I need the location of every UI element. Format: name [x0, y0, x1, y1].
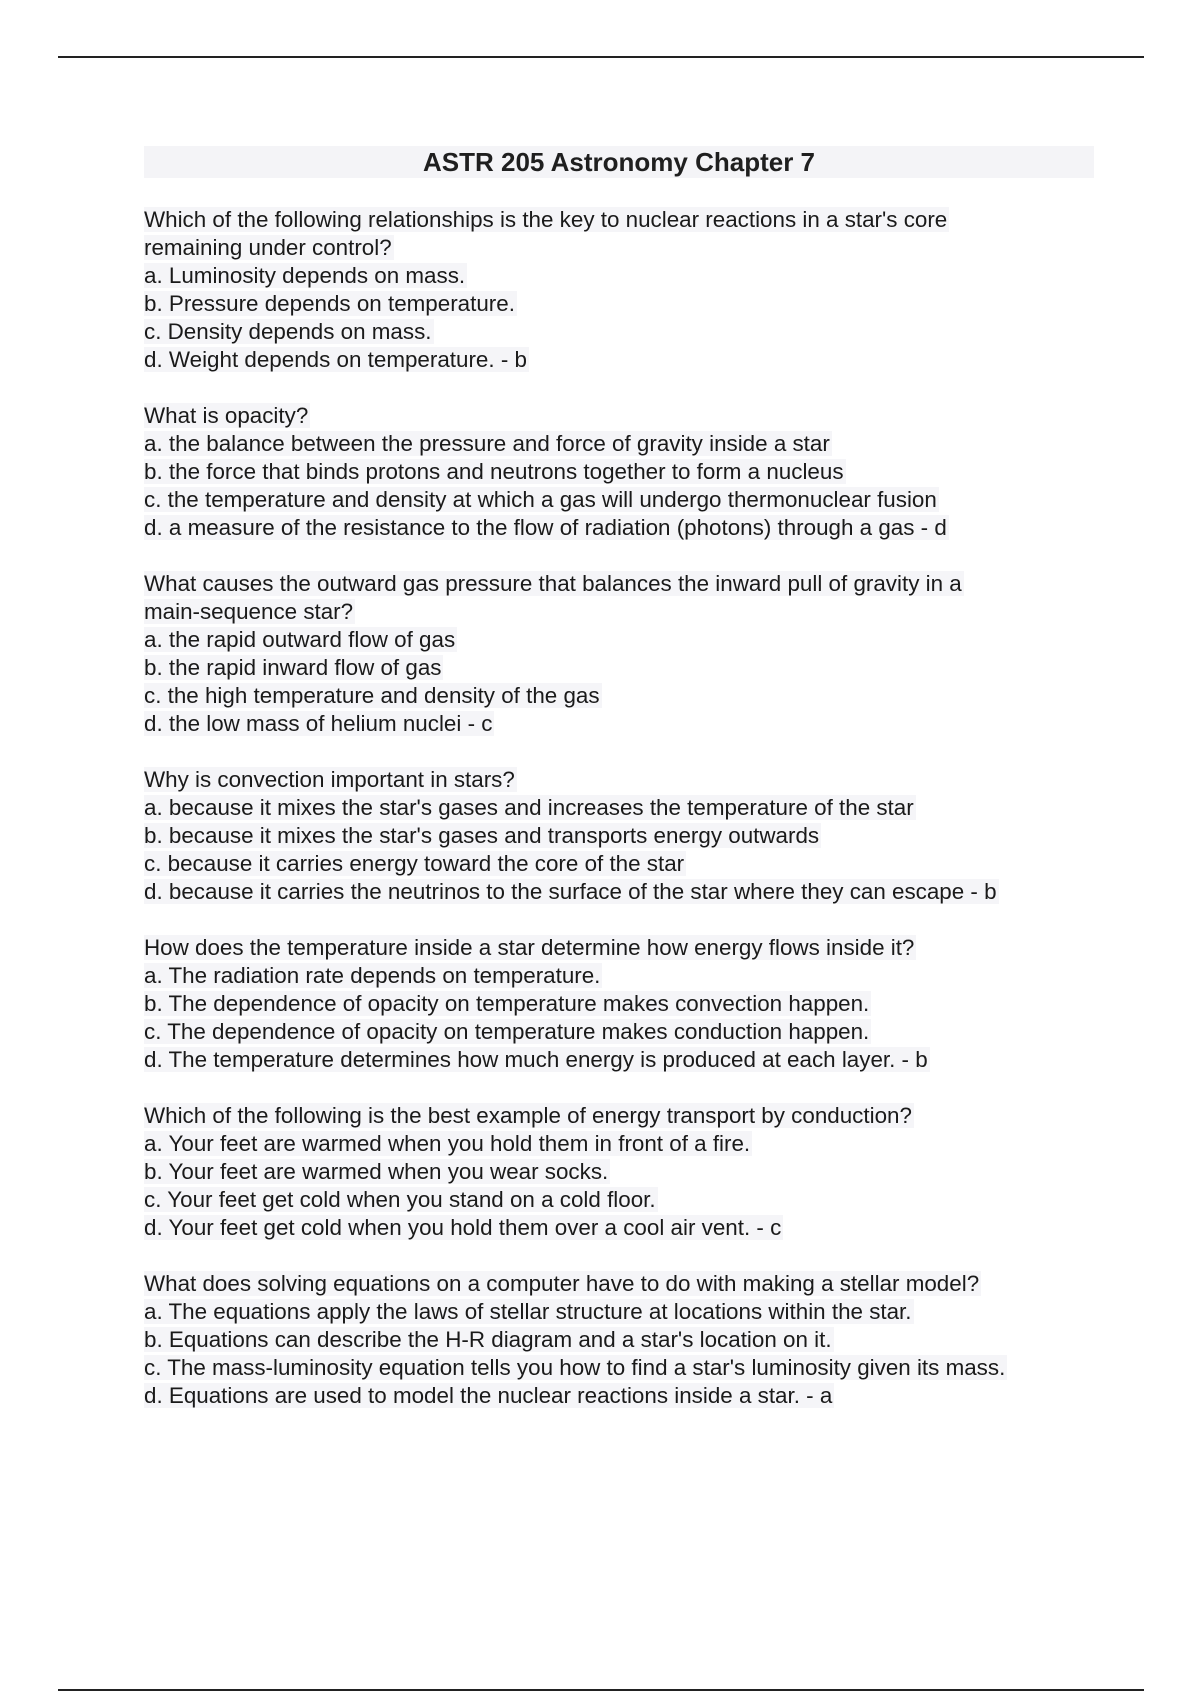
answer-option-c: c. The mass-luminosity equation tells you how to find a star's luminosity given its mass.: [144, 1355, 1006, 1380]
answer-option-a: a. the balance between the pressure and force of gravity inside a star: [144, 431, 830, 456]
question-prompt: Which of the following is the best example of energy transport by conduction?: [144, 1103, 912, 1128]
answer-option-b: b. because it mixes the star's gases and transports energy outwards: [144, 823, 820, 848]
top-rule: [58, 56, 1144, 58]
answer-option-d: d. Equations are used to model the nuclear reactions inside a star. - a: [144, 1383, 833, 1408]
answer-option-d: d. Your feet get cold when you hold them over a cool air vent. - c: [144, 1215, 782, 1240]
answer-option-a: a. Luminosity depends on mass.: [144, 263, 466, 288]
question-prompt: main-sequence star?: [144, 599, 354, 624]
answer-option-a: a. The radiation rate depends on temperature.: [144, 963, 601, 988]
answer-option-b: b. Pressure depends on temperature.: [144, 291, 515, 316]
bottom-rule: [58, 1689, 1144, 1691]
answer-option-c: c. the temperature and density at which a gas will undergo thermonuclear fusion: [144, 487, 937, 512]
answer-option-c: c. because it carries energy toward the core of the star: [144, 851, 685, 876]
question-1: [144, 206, 1094, 374]
question-2: [144, 402, 1094, 542]
question-prompt: What causes the outward gas pressure that balances the inward pull of gravity in a: [144, 571, 962, 596]
answer-option-c: c. The dependence of opacity on temperature makes conduction happen.: [144, 1019, 870, 1044]
question-prompt: Why is convection important in stars?: [144, 767, 515, 792]
question-prompt: remaining under control?: [144, 235, 392, 260]
answer-option-d: d. a measure of the resistance to the flow of radiation (photons) through a gas - d: [144, 515, 947, 540]
answer-option-d: d. The temperature determines how much energy is produced at each layer. - b: [144, 1047, 928, 1072]
question-prompt: Which of the following relationships is the key to nuclear reactions in a star's core: [144, 207, 948, 232]
answer-option-b: b. the rapid inward flow of gas: [144, 655, 442, 680]
answer-option-a: a. The equations apply the laws of stellar structure at locations within the star.: [144, 1299, 912, 1324]
answer-option-c: c. Your feet get cold when you stand on a cold floor.: [144, 1187, 656, 1212]
answer-option-d: d. because it carries the neutrinos to the surface of the star where they can escape - b: [144, 879, 997, 904]
question-4: [144, 766, 1094, 906]
question-5: [144, 934, 1094, 1074]
question-6: [144, 1102, 1094, 1242]
document-title: ASTR 205 Astronomy Chapter 7: [144, 146, 1094, 178]
answer-option-c: c. Density depends on mass.: [144, 319, 432, 344]
answer-option-a: a. the rapid outward flow of gas: [144, 627, 456, 652]
question-prompt: How does the temperature inside a star determine how energy flows inside it?: [144, 935, 915, 960]
answer-option-b: b. the force that binds protons and neutrons together to form a nucleus: [144, 459, 844, 484]
document-body: [144, 146, 1094, 1438]
question-prompt: What is opacity?: [144, 403, 309, 428]
answer-option-a: a. Your feet are warmed when you hold them in front of a fire.: [144, 1131, 751, 1156]
answer-option-d: d. Weight depends on temperature. - b: [144, 347, 527, 372]
answer-option-d: d. the low mass of helium nuclei - c: [144, 711, 493, 736]
answer-option-b: b. Equations can describe the H-R diagram and a star's location on it.: [144, 1327, 832, 1352]
answer-option-a: a. because it mixes the star's gases and increases the temperature of the star: [144, 795, 914, 820]
answer-option-c: c. the high temperature and density of the gas: [144, 683, 600, 708]
answer-option-b: b. The dependence of opacity on temperature makes convection happen.: [144, 991, 870, 1016]
question-prompt: What does solving equations on a computer have to do with making a stellar model?: [144, 1271, 980, 1296]
question-3: [144, 570, 1094, 738]
question-7: [144, 1270, 1094, 1410]
answer-option-b: b. Your feet are warmed when you wear socks.: [144, 1159, 609, 1184]
